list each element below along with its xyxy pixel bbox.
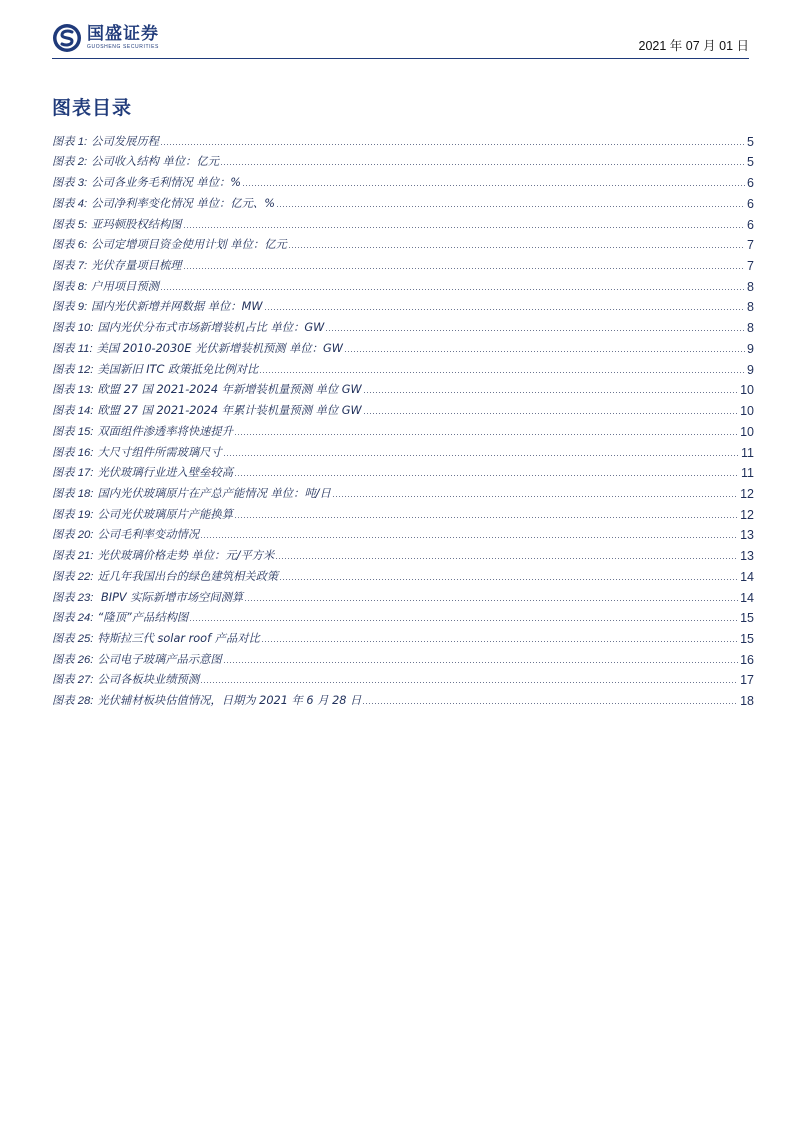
toc-leader-dots: [184, 268, 746, 269]
toc-entry-title: 欧盟 27 国 2021-2024 年累计装机量预测 单位 GW: [97, 404, 362, 418]
toc-entry-number: 图表 22:: [52, 570, 94, 583]
toc-entry-title: 欧盟 27 国 2021-2024 年新增装机量预测 单位 GW: [97, 383, 362, 397]
toc-leader-dots: [243, 185, 745, 186]
toc-entry-page: 11: [741, 445, 754, 460]
toc-entry-title: 光伏辅材板块估值情况，日期为 2021 年 6 月 28 日: [97, 694, 362, 708]
toc-entry[interactable]: [52, 542, 754, 563]
toc-entry[interactable]: [52, 356, 754, 377]
toc-entry-label: [52, 153, 219, 169]
toc-entry-label: [52, 485, 331, 501]
toc-entry-number: 图表 13:: [52, 384, 94, 397]
toc-leader-dots: [235, 517, 738, 518]
toc-entry-title: 公司电子玻璃产品示意图: [97, 652, 222, 666]
report-date: 2021 年 07 月 01 日: [638, 39, 749, 53]
toc-entry[interactable]: [52, 397, 754, 418]
toc-entry-page: 14: [740, 590, 754, 605]
toc-entry-label: [52, 568, 278, 584]
toc-entry-label: [52, 195, 275, 211]
toc-entry-page: 6: [747, 176, 754, 191]
toc-entry-title: 光伏存量项目梳理: [91, 259, 182, 273]
toc-entry-label: [52, 361, 258, 377]
toc-entry-title: 户用项目预测: [91, 279, 159, 293]
toc-entry-title: 公司光伏玻璃原片产能换算: [97, 507, 234, 521]
toc-entry[interactable]: [52, 605, 754, 626]
toc-entry[interactable]: [52, 211, 754, 232]
toc-entry-label: [52, 236, 287, 252]
toc-entry-page: 10: [740, 383, 754, 398]
toc-entry-label: [52, 526, 199, 542]
toc-entry-number: 图表 23:: [52, 591, 94, 604]
toc-entry-label: [52, 216, 182, 232]
toc-leader-dots: [161, 289, 745, 290]
toc-entry-page: 6: [747, 217, 754, 232]
toc-entry[interactable]: [52, 687, 754, 708]
toc-entry-page: 15: [740, 611, 754, 626]
toc-entry-page: 8: [747, 321, 754, 336]
toc-entry-number: 图表 28:: [52, 695, 94, 708]
toc-leader-dots: [326, 330, 745, 331]
toc-entry[interactable]: [52, 460, 754, 481]
toc-entry-title: 双面组件渗透率将快速提升: [97, 424, 234, 438]
toc-entry-number: 图表 24:: [52, 612, 94, 625]
toc-entry-number: 图表 5:: [52, 218, 88, 231]
toc-entry-title: 公司净利率变化情况 单位：亿元、%: [91, 196, 275, 210]
toc-entry-title: 特斯拉三代 solar roof 产品对比: [97, 631, 260, 645]
toc-entry-page: 7: [747, 238, 754, 253]
toc-entry-title: 公司各业务毛利情况 单位：%: [91, 176, 242, 190]
toc-entry-label: [52, 671, 199, 687]
company-name: 国盛证券: [87, 24, 159, 44]
toc-entry-number: 图表 10:: [52, 322, 94, 335]
toc-entry-page: 11: [741, 466, 754, 481]
toc-entry-page: 15: [740, 631, 754, 646]
toc-entry-number: 图表 26:: [52, 653, 94, 666]
toc-entry-title: 光伏玻璃价格走势 单位：元/平方米: [97, 549, 275, 563]
toc-entry-page: 17: [740, 673, 754, 688]
toc-entry[interactable]: [52, 128, 754, 149]
toc-entry-page: 6: [747, 196, 754, 211]
toc-entry-title: 光伏玻璃行业进入壁垒较高: [97, 466, 234, 480]
toc-entry-number: 图表 2:: [52, 156, 88, 169]
toc-entry[interactable]: [52, 294, 754, 315]
toc-entry[interactable]: [52, 377, 754, 398]
toc-entry-label: [52, 589, 243, 605]
toc-leader-dots: [201, 682, 738, 683]
toc-entry-page: 8: [747, 279, 754, 294]
toc-entry[interactable]: [52, 232, 754, 253]
toc-entry-title: 公司毛利率变动情况: [97, 528, 200, 542]
toc-entry-number: 图表 19:: [52, 508, 94, 521]
toc-entry[interactable]: [52, 314, 754, 335]
toc-entry[interactable]: [52, 418, 754, 439]
toc-entry-label: [52, 630, 260, 646]
toc-entry-label: [52, 547, 274, 563]
company-name-en: GUOSHENG SECURITIES: [87, 44, 159, 50]
toc-entry[interactable]: [52, 646, 754, 667]
toc-leader-dots: [184, 227, 746, 228]
toc-entry-title: BIPV 实际新增市场空间测算: [97, 590, 244, 604]
toc-entry-title: 国内光伏分布式市场新增装机占比 单位：GW: [97, 321, 325, 335]
toc-entry-label: [52, 402, 362, 418]
toc-entry-label: [52, 464, 233, 480]
toc-entry-title: 美国新旧 ITC 政策抵免比例对比: [97, 362, 259, 376]
toc-entry[interactable]: [52, 563, 754, 584]
toc-entry-label: [52, 381, 362, 397]
toc-leader-dots: [280, 579, 738, 580]
toc-entry-title: 国内光伏新增并网数据 单位：MW: [91, 300, 263, 314]
toc-entry[interactable]: [52, 439, 754, 460]
toc-entry-title: 近几年我国出台的绿色建筑相关政策: [97, 569, 279, 583]
toc-entry-title: “隆顶”产品结构图: [97, 611, 189, 625]
toc-entry-number: 图表 15:: [52, 425, 94, 438]
toc-leader-dots: [235, 475, 739, 476]
toc-entry-page: 7: [747, 259, 754, 274]
table-of-figures: [52, 128, 754, 708]
toc-entry-title: 公司收入结构 单位：亿元: [91, 155, 220, 169]
toc-entry-label: [52, 651, 222, 667]
toc-leader-dots: [262, 641, 738, 642]
toc-entry-label: [52, 609, 188, 625]
toc-entry-number: 图表 12:: [52, 363, 94, 376]
toc-leader-dots: [289, 247, 745, 248]
toc-entry-label: [52, 692, 361, 708]
toc-entry-number: 图表 20:: [52, 529, 94, 542]
toc-entry[interactable]: [52, 252, 754, 273]
toc-entry-title: 公司发展历程: [91, 134, 159, 148]
toc-entry-page: 13: [740, 528, 754, 543]
toc-entry-page: 16: [740, 652, 754, 667]
toc-leader-dots: [245, 600, 738, 601]
toc-entry-page: 9: [747, 362, 754, 377]
toc-entry-page: 12: [740, 507, 754, 522]
toc-entry[interactable]: [52, 149, 754, 170]
toc-entry-number: 图表 18:: [52, 487, 94, 500]
toc-leader-dots: [364, 392, 738, 393]
toc-entry-number: 图表 11:: [52, 342, 93, 355]
toc-entry-title: 国内光伏玻璃原片在产总产能情况 单位：吨/日: [97, 486, 331, 500]
toc-entry-page: 5: [747, 155, 754, 170]
toc-entry-label: [52, 340, 343, 356]
toc-entry[interactable]: [52, 480, 754, 501]
toc-entry-label: [52, 506, 233, 522]
toc-leader-dots: [364, 413, 738, 414]
toc-leader-dots: [201, 537, 738, 538]
toc-entry-label: [52, 319, 324, 335]
toc-entry-number: 图表 4:: [52, 197, 88, 210]
company-logo: [52, 22, 159, 54]
toc-entry-page: 8: [747, 300, 754, 315]
toc-entry-page: 10: [740, 424, 754, 439]
toc-entry[interactable]: [52, 273, 754, 294]
toc-entry-number: 图表 1:: [52, 135, 88, 148]
toc-entry-number: 图表 17:: [52, 467, 94, 480]
toc-entry[interactable]: [52, 667, 754, 688]
toc-entry[interactable]: [52, 625, 754, 646]
toc-entry-number: 图表 16:: [52, 446, 94, 459]
toc-entry-title: 公司各板块业绩预测: [97, 673, 200, 687]
toc-entry-number: 图表 27:: [52, 674, 94, 687]
toc-entry-label: [52, 278, 159, 294]
toc-leader-dots: [190, 620, 738, 621]
toc-entry[interactable]: [52, 584, 754, 605]
toc-leader-dots: [224, 455, 739, 456]
toc-leader-dots: [276, 558, 738, 559]
toc-entry-label: [52, 133, 159, 149]
page-title: 图表目录: [52, 97, 133, 119]
toc-entry-number: 图表 25:: [52, 632, 94, 645]
toc-entry-page: 10: [740, 404, 754, 419]
toc-entry-page: 14: [740, 569, 754, 584]
toc-entry[interactable]: [52, 190, 754, 211]
toc-entry[interactable]: [52, 335, 754, 356]
toc-entry-title: 公司定增项目资金使用计划 单位：亿元: [91, 238, 287, 252]
toc-entry-title: 亚玛顿股权结构图: [91, 217, 182, 231]
toc-leader-dots: [224, 662, 738, 663]
toc-entry-number: 图表 14:: [52, 405, 94, 418]
toc-entry-title: 美国 2010-2030E 光伏新增装机预测 单位：GW: [96, 341, 343, 355]
toc-leader-dots: [161, 144, 745, 145]
toc-entry-number: 图表 6:: [52, 239, 88, 252]
toc-leader-dots: [333, 496, 738, 497]
toc-entry-label: [52, 257, 182, 273]
toc-leader-dots: [363, 703, 738, 704]
toc-entry-title: 大尺寸组件所需玻璃尺寸: [97, 445, 222, 459]
toc-entry-number: 图表 9:: [52, 301, 88, 314]
toc-entry[interactable]: [52, 522, 754, 543]
toc-entry-label: [52, 174, 241, 190]
company-logo-icon: [52, 23, 82, 53]
toc-entry-page: 5: [747, 134, 754, 149]
toc-leader-dots: [277, 206, 745, 207]
toc-entry-label: [52, 423, 233, 439]
toc-entry-label: [52, 298, 263, 314]
toc-entry[interactable]: [52, 501, 754, 522]
toc-entry-number: 图表 8:: [52, 280, 88, 293]
toc-entry-number: 图表 21:: [52, 550, 94, 563]
toc-entry-page: 9: [747, 341, 754, 356]
toc-entry-page: 12: [740, 486, 754, 501]
toc-leader-dots: [235, 434, 738, 435]
toc-entry[interactable]: [52, 169, 754, 190]
toc-leader-dots: [221, 164, 745, 165]
toc-entry-label: [52, 444, 222, 460]
toc-leader-dots: [260, 372, 745, 373]
toc-entry-page: 18: [740, 694, 754, 709]
toc-entry-page: 13: [740, 549, 754, 564]
toc-leader-dots: [265, 309, 746, 310]
toc-leader-dots: [345, 351, 745, 352]
toc-entry-number: 图表 3:: [52, 177, 88, 190]
toc-entry-number: 图表 7:: [52, 260, 88, 273]
page-header: [52, 22, 749, 59]
